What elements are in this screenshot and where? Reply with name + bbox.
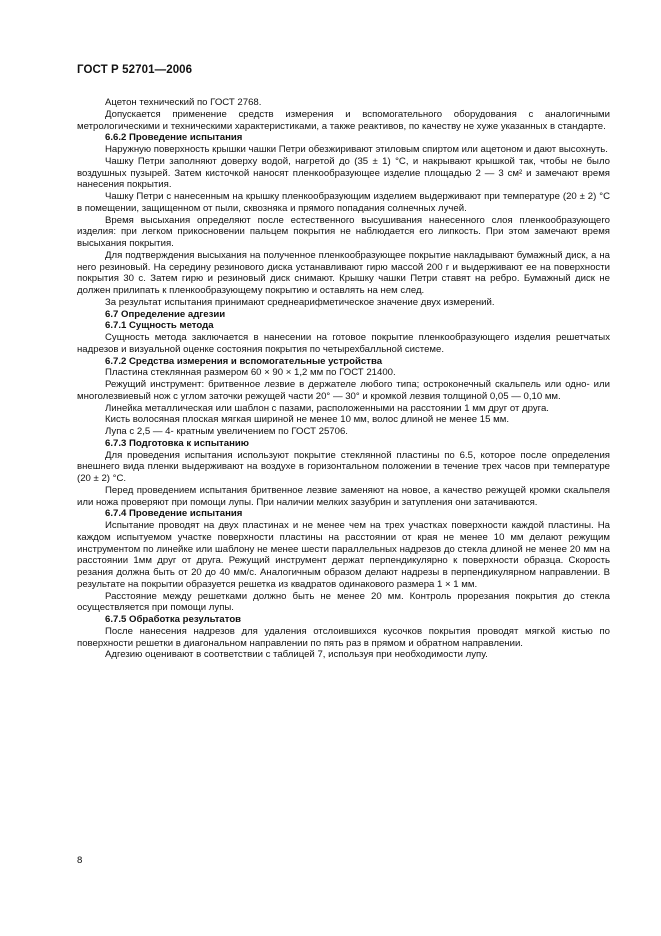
section-heading: 6.7.5 Обработка результатов	[105, 614, 242, 625]
paragraph: Пластина стеклянная размером 60 × 90 × 1,2 мм по ГОСТ 21400.	[105, 367, 396, 379]
paragraph: Ацетон технический по ГОСТ 2768.	[105, 97, 262, 108]
page-number: 8	[77, 855, 83, 866]
paragraph: Допускается применение средств измерения и вспомогательного оборудования с аналогичными метрологическими и техническими характеристиками, а также реактивов, по качеству не хуже указанных в стандарте.	[77, 108, 610, 132]
section-heading: 6.7.3 Подготовка к испытанию	[105, 437, 249, 449]
document-body	[77, 97, 610, 661]
paragraph: Лупа с 2,5 — 4- кратным увеличением по ГОСТ 25706.	[105, 426, 348, 437]
paragraph: Расстояние между решетками должно быть не менее 20 мм. Контроль прорезания покрытия до стекла осуществляется при помощи лупы.	[77, 590, 610, 614]
paragraph: Чашку Петри с нанесенным на крышку пленкообразующим изделием выдерживают при температуре (20 ± 2) °С в помещении, защищенном от пыли, сквозняка и прямого попадания солнечных лучей.	[77, 191, 610, 214]
paragraph: Наружную поверхность крышки чашки Петри обезжиривают этиловым спиртом или ацетоном и дают высохнуть.	[105, 144, 608, 155]
section-heading: 6.7 Определение адгезии	[105, 308, 226, 320]
document-code-header: ГОСТ Р 52701—2006	[77, 64, 193, 76]
paragraph: Время высыхания определяют после естественного высушивания нанесенного слоя пленкообразующего изделия: при легком прикосновении пальцем покрытия не наблюдается его липкость. При этом замечают время высыхания покрытия.	[77, 214, 610, 249]
paragraph: Режущий инструмент: бритвенное лезвие в держателе любого типа; остроконечный скальпель или одно- или многолезвиевый нож с углом заточки режущей части 20° — 30° и кромкой лезвия толщиной 0,05 — 0,10 мм.	[77, 379, 610, 402]
paragraph: Линейка металлическая или шаблон с пазами, расположенными на расстоянии 1 мм друг от друга.	[105, 402, 549, 414]
paragraph: Чашку Петри заполняют доверху водой, нагретой до (35 ± 1) °С, и накрывают крышкой так, чтобы не было воздушных пузырей. Затем кисточкой наносят пленкообразующее изделие площадью 2 — 3 см² и замечают время нанесения покрытия.	[77, 155, 610, 191]
paragraph: Кисть волосяная плоская мягкая шириной не менее 10 мм, волос длиной не менее 15 мм.	[105, 414, 509, 426]
paragraph: Перед проведением испытания бритвенное лезвие заменяют на новое, а качество режущей кромки скальпеля или ножа проверяют при помощи лупы. При наличии мелких зазубрин и затупления они затачиваются.	[77, 484, 610, 508]
section-heading: 6.7.4 Проведение испытания	[105, 508, 243, 520]
paragraph: Для проведения испытания используют покрытие стеклянной пластины по 6.5, которое после определения внешнего вида пленки выдерживают на воздухе в горизонтальном положении в течение трех часов при температуре (20 ± 2) °С.	[77, 449, 610, 484]
paragraph: За результат испытания принимают среднеарифметическое значение двух измерений.	[105, 296, 495, 308]
paragraph: Сущность метода заключается в нанесении на готовое покрытие пленкообразующего изделия решетчатых надрезов и визуальной оценке состояния покрытия по четырехбалльной системе.	[77, 332, 610, 355]
section-heading: 6.6.2 Проведение испытания	[105, 132, 243, 144]
section-heading: 6.7.2 Средства измерения и вспомогательные устройства	[105, 355, 383, 367]
paragraph: Адгезию оценивают в соответствии с таблицей 7, используя при необходимости лупу.	[105, 649, 488, 661]
section-heading: 6.7.1 Сущность метода	[105, 320, 214, 332]
paragraph: Испытание проводят на двух пластинах и не менее чем на трех участках поверхности каждой пластины. На каждом испытуемом участке поверхности пластины на расстоянии от края не менее 10 мм делают режущим инструментом по линейке или шаблону не менее шести параллельных надрезов до стекла длиной не менее 20 мм на расстоянии 1мм друг от друга. Режущий инструмент держат перпендикулярно к поверхности образца. Скорость резания должна быть от 20 до 40 мм/с. Аналогичным образом делают надрезы в перпендикулярном направлении. В результате на покрытии образуется решетка из квадратов одинакового размера 1 × 1 мм.	[77, 520, 610, 590]
paragraph: Для подтверждения высыхания на полученное пленкообразующее покрытие накладывают бумажный диск, а на него резиновый. На середину резинового диска устанавливают гирю массой 200 г и выдерживают ее на поверхности покрытия 30 с. Затем гирю и резиновый диск снимают. Крышку чашки Петри ставят на ребро. Бумажный диск не должен прилипать к пленкообразующему покрытию и оставлять на нем след.	[77, 249, 610, 296]
paragraph: После нанесения надрезов для удаления отслоившихся кусочков покрытия проводят мягкой кистью по поверхности решетки в диагональном направлении по пять раз в прямом и обратном направлении.	[77, 625, 610, 649]
